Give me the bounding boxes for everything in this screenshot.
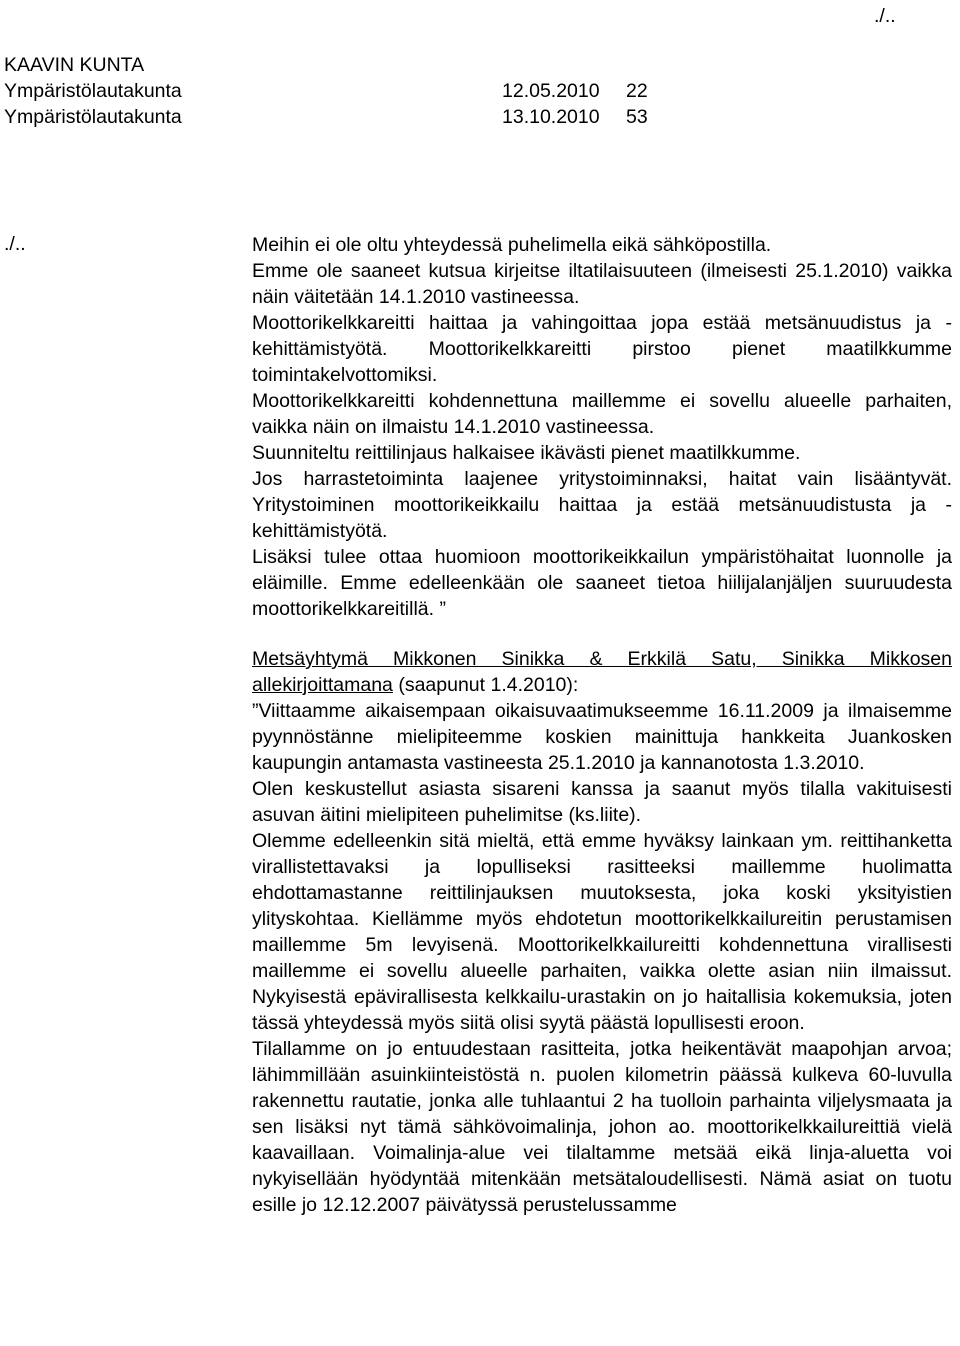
body-paragraph: Olemme edelleenkin sitä mieltä, että emme hyväksy lainkaan ym. reittihanketta virallistettavaksi ja lopulliseksi rasitteeksi maillemme huolimatta ehdottamastanne reittilinjauksen muutoksesta, joka koski yksityistien ylityskohtaa. Kiellämme myös ehdotetun moottorikelkkailureitin perustamisen maillemme 5m levyisenä. Moottorikelkkailureitti kohdennettuna virallisesti maillemme ei sovellu alueelle parhaiten, vaikka olette asian niin ilmaissut. Nykyisestä epävirallisesta kelkkailu-urastakin on jo haitallisia kokemuksia, joten tässä yhteydessä myös siitä olisi syytä päästä lopullisesti eroon. bbox=[252, 830, 952, 1034]
meeting-date: 13.10.2010 bbox=[502, 106, 600, 128]
section-heading-rest: (saapunut 1.4.2010): bbox=[392, 674, 579, 696]
body-paragraph: Emme ole saaneet kutsua kirjeitse iltatilaisuuteen (ilmeisesti 25.1.2010) vaikka näin väitetään 14.1.2010 vastineessa. bbox=[252, 260, 952, 308]
document-body bbox=[252, 232, 952, 1218]
body-paragraph: Moottorikelkkareitti haittaa ja vahingoittaa jopa estää metsänuudistus ja -kehittämistyötä. Moottorikelkkareitti pirstoo pienet maatilkkumme toimintakelvottomiksi. bbox=[252, 312, 952, 386]
body-paragraph: ”Viittaamme aikaisempaan oikaisuvaatimukseemme 16.11.2009 ja ilmaisemme pyynnöstänne mielipiteemme koskien mainittuja hankkeita Juankosken kaupungin antamasta vastineesta 25.1.2010 ja kannanotosta 1.3.2010. bbox=[252, 700, 952, 774]
meeting-line bbox=[4, 104, 648, 130]
body-paragraph: Lisäksi tulee ottaa huomioon moottorikeikkailun ympäristöhaitat luonnolle ja eläimille. Emme edelleenkään ole saaneet tietoa hiilijalanjäljen suuruudesta moottorikelkkareitillä. ” bbox=[252, 546, 952, 620]
body-paragraph: Jos harrastetoiminta laajenee yritystoiminnaksi, haitat vain lisääntyvät. Yritystoiminen moottorikeikkailu haittaa ja estää metsänuudistusta ja -kehittämistyötä. bbox=[252, 468, 952, 542]
body-paragraph: Tilallamme on jo entuudestaan rasitteita, jotka heikentävät maapohjan arvoa; lähimmillään asuinkiinteistöstä n. puolen kilometrin päässä kulkeva 60-luvulla rakennettu rautatie, jonka alle tuhlaantui 2 ha tuolloin parhainta viljelysmaata ja sen lisäksi nyt tämä sähkövoimalinja, johon ao. moottorikelkkailureittiä vielä kaavaillaan. Voimalinja-alue vei tilaltamme metsää eikä linja-aluetta voi nykyisellään hyödyntää mitenkään metsätaloudellisesti. Nämä asiat on tuotu esille jo 12.12.2007 päivätyssä perustelussamme bbox=[252, 1038, 952, 1216]
section-heading-underlined: Metsäyhtymä Mikkonen Sinikka & Erkkilä Satu, Sinikka Mikkosen allekirjoittamana bbox=[252, 648, 952, 696]
board-name: Ympäristölautakunta bbox=[4, 106, 182, 128]
body-paragraph: Meihin ei ole oltu yhteydessä puhelimella eikä sähköpostilla. bbox=[252, 234, 772, 256]
body-paragraph: Suunniteltu reittilinjaus halkaisee ikävästi pienet maatilkkumme. bbox=[252, 442, 801, 464]
organization-name: KAAVIN KUNTA bbox=[4, 54, 145, 76]
body-paragraph: Olen keskustellut asiasta sisareni kanssa ja saanut myös tilalla vakituisesti asuvan äitini mielipiteen puhelimitse (ks.liite). bbox=[252, 778, 952, 826]
continuation-mark-left: ./.. bbox=[4, 233, 26, 255]
meeting-date: 12.05.2010 bbox=[502, 80, 600, 102]
continuation-mark-top: ./.. bbox=[874, 5, 896, 27]
section-heading bbox=[252, 646, 952, 698]
body-paragraph: Moottorikelkkareitti kohdennettuna maillemme ei sovellu alueelle parhaiten, vaikka näin on ilmaistu 14.1.2010 vastineessa. bbox=[252, 390, 952, 438]
board-name: Ympäristölautakunta bbox=[4, 80, 182, 102]
document-header bbox=[4, 52, 648, 130]
section-number: 22 bbox=[626, 80, 648, 102]
meeting-line bbox=[4, 78, 648, 104]
section-number: 53 bbox=[626, 106, 648, 128]
